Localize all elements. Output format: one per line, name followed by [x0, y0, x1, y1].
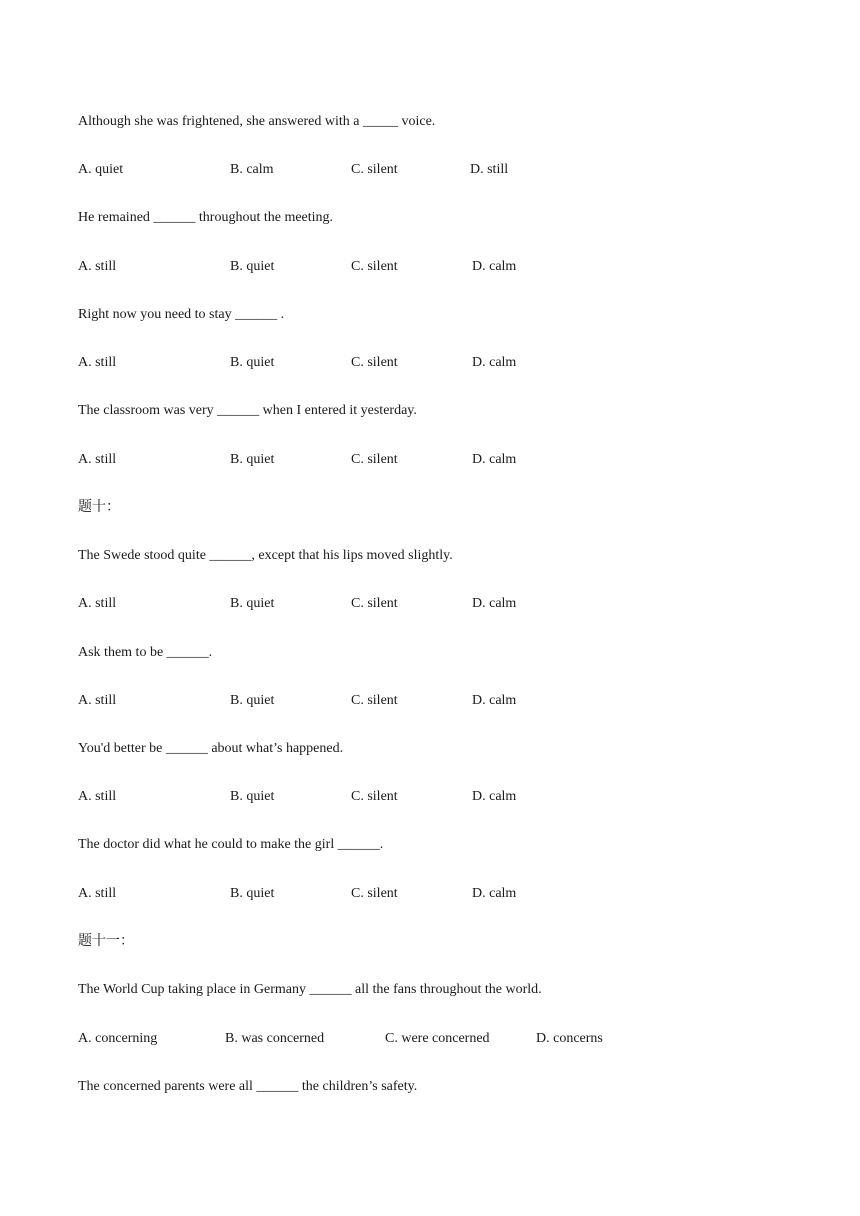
question-text: Although she was frightened, she answered with a _____ voice.: [78, 114, 436, 129]
option-a: A. still: [78, 452, 117, 467]
option-c: C. silent: [351, 355, 398, 370]
option-d: D. calm: [472, 693, 517, 708]
option-a: A. still: [78, 355, 117, 370]
option-c: C. were concerned: [385, 1031, 490, 1046]
option-c: C. silent: [351, 693, 398, 708]
option-c: C. silent: [351, 596, 398, 611]
section-heading: 题十：: [78, 500, 120, 515]
option-d: D. calm: [472, 596, 517, 611]
option-a: A. concerning: [78, 1031, 158, 1046]
question-text: He remained ______ throughout the meeting.: [78, 210, 334, 225]
option-c: C. silent: [351, 789, 398, 804]
option-b: B. calm: [230, 162, 274, 177]
option-a: A. still: [78, 259, 117, 274]
option-d: D. still: [470, 162, 509, 177]
option-d: D. concerns: [536, 1031, 603, 1046]
option-a: A. still: [78, 596, 117, 611]
option-d: D. calm: [472, 259, 517, 274]
option-d: D. calm: [472, 355, 517, 370]
option-b: B. quiet: [230, 693, 275, 708]
question-text: Right now you need to stay ______ .: [78, 307, 285, 322]
question-text: The Swede stood quite ______, except that his lips moved slightly.: [78, 548, 453, 563]
option-c: C. silent: [351, 259, 398, 274]
option-c: C. silent: [351, 452, 398, 467]
option-b: B. quiet: [230, 886, 275, 901]
question-text: The doctor did what he could to make the girl ______.: [78, 837, 384, 852]
question-text: Ask them to be ______.: [78, 645, 213, 660]
option-b: B. quiet: [230, 596, 275, 611]
option-b: B. was concerned: [225, 1031, 325, 1046]
option-b: B. quiet: [230, 355, 275, 370]
option-a: A. quiet: [78, 162, 124, 177]
option-d: D. calm: [472, 789, 517, 804]
section-heading: 题十一：: [78, 934, 134, 949]
option-b: B. quiet: [230, 789, 275, 804]
question-text: The concerned parents were all ______ the children’s safety.: [78, 1079, 418, 1094]
option-a: A. still: [78, 789, 117, 804]
question-text: The classroom was very ______ when I entered it yesterday.: [78, 403, 417, 418]
option-b: B. quiet: [230, 452, 275, 467]
option-c: C. silent: [351, 886, 398, 901]
option-d: D. calm: [472, 452, 517, 467]
option-d: D. calm: [472, 886, 517, 901]
question-text: You'd better be ______ about what’s happened.: [78, 741, 344, 756]
option-a: A. still: [78, 886, 117, 901]
option-b: B. quiet: [230, 259, 275, 274]
option-c: C. silent: [351, 162, 398, 177]
option-a: A. still: [78, 693, 117, 708]
question-text: The World Cup taking place in Germany ______ all the fans throughout the world.: [78, 982, 542, 997]
